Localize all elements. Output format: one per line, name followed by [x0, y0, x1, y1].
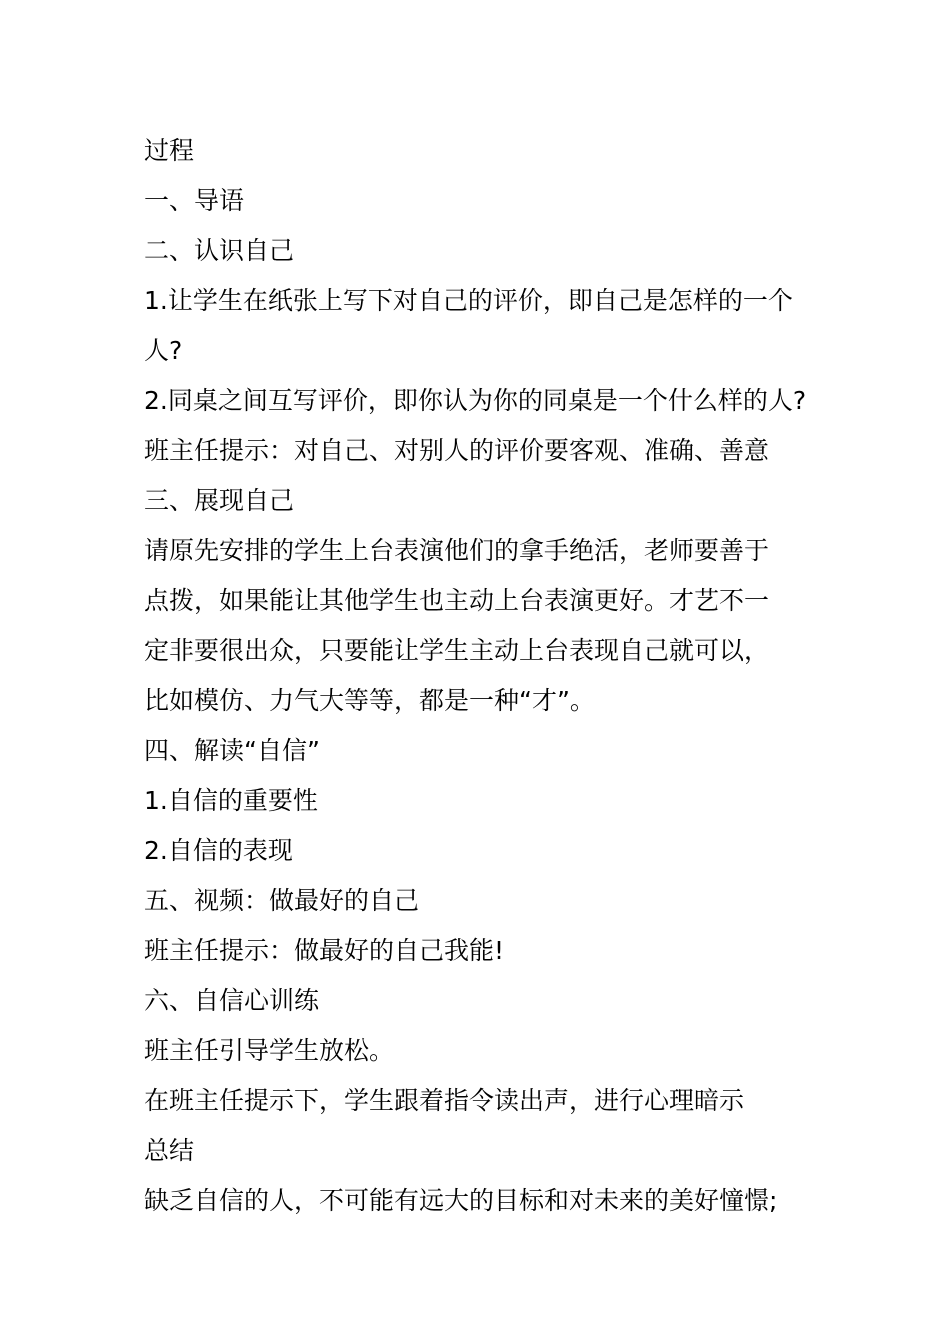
- paragraph-line: 比如模仿、力气大等等，都是一种“才”。: [144, 686, 595, 715]
- list-item: 2.自信的表现: [144, 836, 293, 865]
- section-video: 五、视频：做最好的自己: [144, 886, 420, 915]
- paragraph-line: 1.让学生在纸张上写下对自己的评价，即自己是怎样的一个: [144, 286, 793, 315]
- paragraph-line: 班主任引导学生放松。: [144, 1036, 395, 1065]
- section-intro: 一、导语: [144, 186, 245, 215]
- paragraph-line: 人?: [144, 336, 183, 365]
- list-item: 1.自信的重要性: [144, 786, 318, 815]
- paragraph-line: 定非要很出众，只要能让学生主动上台表现自己就可以，: [144, 636, 770, 665]
- section-interpret-confidence: 四、解读“自信”: [144, 736, 320, 765]
- paragraph-line: 在班主任提示下，学生跟着指令读出声，进行心理暗示: [144, 1086, 745, 1115]
- paragraph-line: 2.同桌之间互写评价，即你认为你的同桌是一个什么样的人?: [144, 386, 807, 415]
- section-confidence-training: 六、自信心训练: [144, 986, 320, 1015]
- heading-process: 过程: [144, 136, 195, 165]
- paragraph-line: 缺乏自信的人，不可能有远大的目标和对未来的美好憧憬;: [144, 1186, 778, 1215]
- document-body: [144, 126, 824, 1226]
- teacher-tip: 班主任提示：对自己、对别人的评价要客观、准确、善意: [144, 436, 770, 465]
- section-show-yourself: 三、展现自己: [144, 486, 295, 515]
- heading-summary: 总结: [144, 1136, 195, 1165]
- paragraph-line: 点拨，如果能让其他学生也主动上台表演更好。才艺不一: [144, 586, 770, 615]
- paragraph-line: 请原先安排的学生上台表演他们的拿手绝活，老师要善于: [144, 536, 770, 565]
- teacher-tip: 班主任提示：做最好的自己我能!: [144, 936, 505, 965]
- section-know-yourself: 二、认识自己: [144, 236, 295, 265]
